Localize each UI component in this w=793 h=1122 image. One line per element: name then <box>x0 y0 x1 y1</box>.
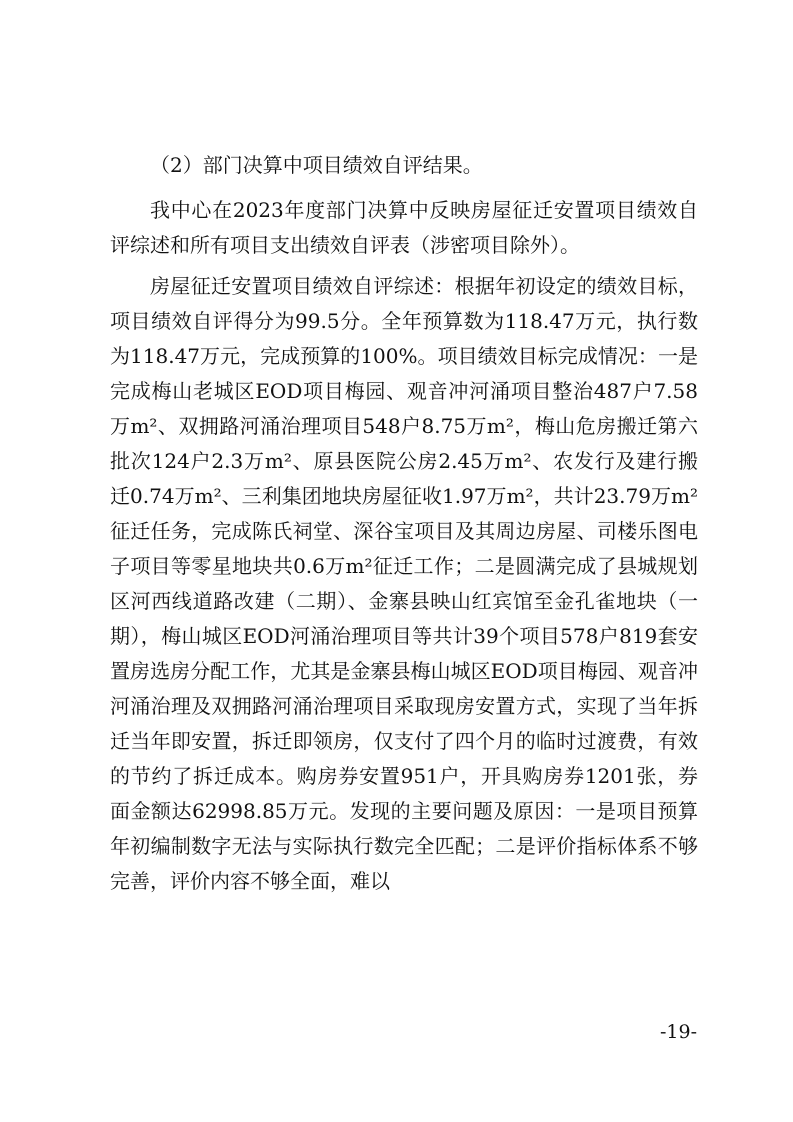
paragraph-intro: 我中心在2023年度部门决算中反映房屋征迁安置项目绩效自评综述和所有项目支出绩效自评表（涉密项目除外）。 <box>110 198 698 257</box>
paragraph-summary: 房屋征迁安置项目绩效自评综述：根据年初设定的绩效目标，项目绩效自评得分为99.5分。全年预算数为118.47万元，执行数为118.47万元，完成预算的100%。项目绩效目标完成情况：一是完成梅山老城区EOD项目梅园、观音冲河涌项目整治487户7.58万m²、双拥路河涌治理项目548户8.75万m²，梅山危房搬迁第六批次124户2.3万m²、原县医院公房2.45万m²、农发行及建行搬迁0.74万m²、三利集团地块房屋征收1.97万m²，共计23.79万m²征迁任务，完成陈氏祠堂、深谷宝项目及其周边房屋、司楼乐图电子项目等零星地块共0.6万m²征迁工作；二是圆满完成了县城规划区河西线道路改建（二期）、金寨县映山红宾馆至金孔雀地块（一期），梅山城区EOD河涌治理项目等共计39个项目578户819套安置房选房分配工作，尤其是金寨县梅山城区EOD项目梅园、观音冲河涌治理及双拥路河涌治理项目采取现房安置方式，实现了当年拆迁当年即安置，拆迁即领房，仅支付了四个月的临时过渡费，有效的节约了拆迁成本。购房券安置951户，开具购房券1201张，券面金额达62998.85万元。发现的主要问题及原因：一是项目预算年初编制数字无法与实际执行数完全匹配；二是评价指标体系不够完善，评价内容不够全面，难以 <box>110 274 698 893</box>
section-heading: （2）部门决算中项目绩效自评结果。 <box>150 153 483 177</box>
document-body <box>110 148 698 905</box>
page-number: -19- <box>659 1021 697 1043</box>
